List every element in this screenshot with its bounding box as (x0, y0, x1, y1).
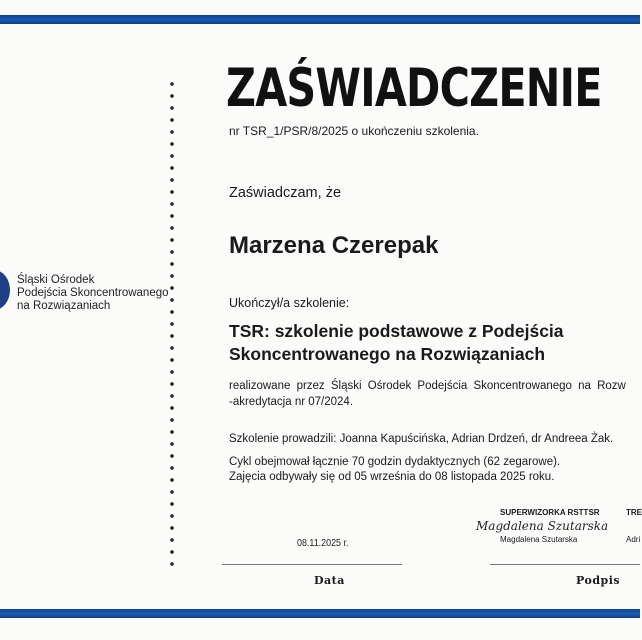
certify-text: Zaświadczam, że (229, 185, 342, 201)
date-label: Data (314, 574, 345, 587)
signer-name: Magdalena Szutarska (500, 535, 578, 544)
course-name (229, 320, 564, 366)
org-name-line: Podejścia Skoncentrowanego (17, 287, 169, 299)
bottom-border-band (0, 609, 640, 618)
date-line (222, 564, 402, 565)
second-signer-title: TRE (626, 508, 642, 517)
course-line: Skoncentrowanego na Rozwiązaniach (229, 344, 546, 364)
completed-label: Ukończył/a szkolenie: (229, 296, 350, 310)
handwritten-signature: Magdalena Szutarska (476, 519, 609, 533)
accreditation-line: -akredytacja nr 07/2024. (229, 396, 354, 408)
signer-title: SUPERWIZORKA RSTTSR (500, 508, 600, 517)
organizer-line: realizowane przez Śląski Ośrodek Podejścia Skoncentrowanego na Rozw (229, 380, 626, 392)
organization-name (17, 274, 169, 313)
org-name-line: Śląski Ośrodek (17, 274, 95, 286)
signature-block (476, 508, 640, 558)
issue-date: 08.11.2025 r. (297, 537, 349, 549)
org-name-line: na Rozwiązaniach (17, 300, 111, 312)
top-border-band (0, 15, 640, 24)
recipient-name: Marzena Czerepak (229, 232, 439, 259)
dates-line: Zajęcia odbywały się od 05 września do 08 listopada 2025 roku. (229, 471, 555, 483)
course-line: TSR: szkolenie podstawowe z Podejścia (229, 321, 564, 341)
certificate-title: ZAŚWIADCZENIE (226, 58, 602, 119)
organization-logo-icon (0, 270, 10, 310)
trainers-line: Szkolenie prowadzili: Joanna Kapuścińska, Adrian Drdzeń, dr Andreea Żak. (229, 433, 614, 445)
signature-label: Podpis (576, 574, 621, 587)
hours-line: Cykl obejmował łącznie 70 godzin dydaktycznych (62 zegarowe). (229, 456, 561, 468)
dotted-divider (170, 78, 174, 568)
second-signer-name: Adri (626, 535, 641, 544)
signature-line (490, 564, 640, 565)
certificate-number: nr TSR_1/PSR/8/2025 o ukończeniu szkolenia. (229, 124, 479, 138)
